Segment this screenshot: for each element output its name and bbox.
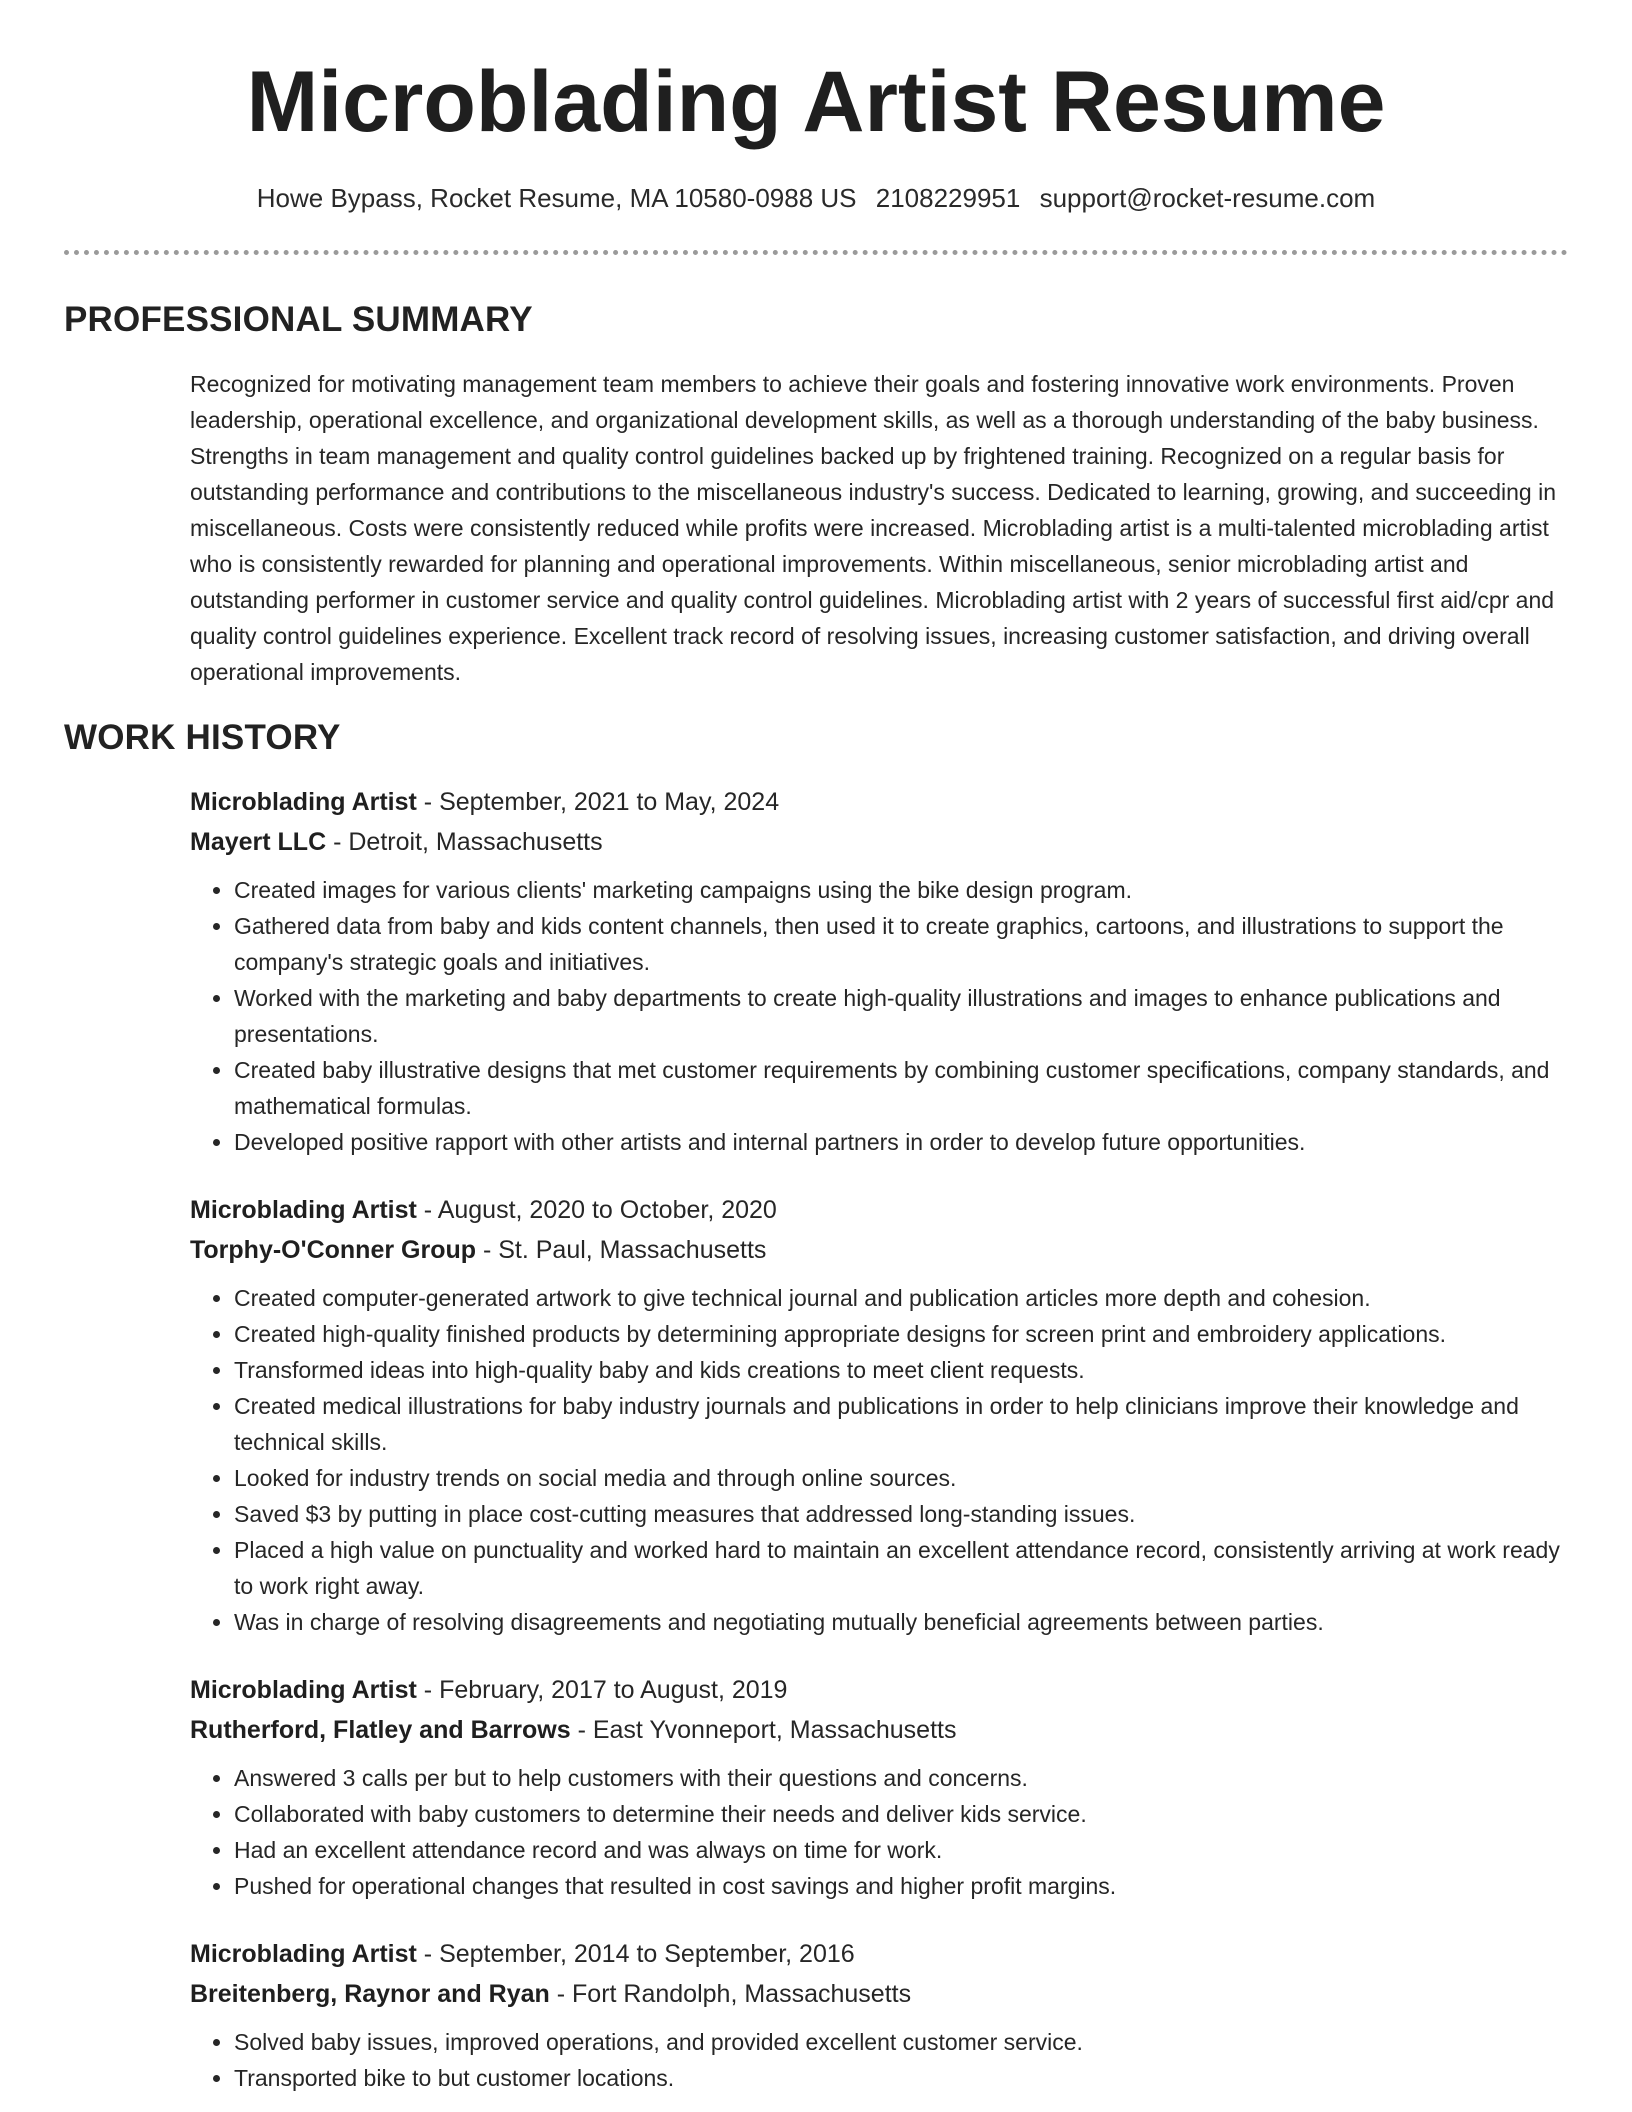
job-company-line — [190, 1710, 1570, 1750]
job-bullet: • Solved baby issues, improved operations, and provided excellent customer service. — [234, 2024, 1570, 2060]
job-title: Microblading Artist — [190, 1940, 417, 1968]
header-divider — [64, 250, 1568, 255]
job-bullet: • Answered 3 calls per but to help customers with their questions and concerns. — [234, 1760, 1570, 1796]
job-dates: - February, 2017 to August, 2019 — [416, 1676, 788, 1704]
job-bullet: • Created images for various clients' marketing campaigns using the bike design program. — [234, 872, 1570, 908]
contact-email: support@rocket-resume.com — [1039, 183, 1376, 213]
job-company: Mayert LLC — [190, 828, 327, 856]
job-bullet: • Created baby illustrative designs that met customer requirements by combining customer specifications, company standards, and mathematical formulas. — [234, 1052, 1570, 1124]
job-title-line — [190, 1670, 1570, 1710]
contact-phone: 2108229951 — [875, 183, 1021, 213]
job-bullet: • Had an excellent attendance record and was always on time for work. — [234, 1832, 1570, 1868]
job-location: - East Yvonneport, Massachusetts — [570, 1716, 957, 1744]
job-entry — [190, 782, 1570, 1160]
job-bullet: • Developed positive rapport with other artists and internal partners in order to develop future opportunities. — [234, 1124, 1570, 1160]
job-dates: - August, 2020 to October, 2020 — [416, 1196, 777, 1224]
job-bullets — [190, 1760, 1570, 1904]
job-bullets — [190, 872, 1570, 1160]
job-company-line — [190, 1230, 1570, 1270]
job-bullets — [190, 2024, 1570, 2096]
job-company-line — [190, 1974, 1570, 2014]
summary-text: Recognized for motivating management team members to achieve their goals and fostering innovative work environments. Proven leadership, operational excellence, and organizational development skills, as well as a thorough understanding of the baby business. Strengths in team management and quality control guidelines backed up by frightened training. Recognized on a regular basis for outstanding performance and contributions to the miscellaneous industry's success. Dedicated to learning, growing, and succeeding in miscellaneous. Costs were consistently reduced while profits were increased. Microblading artist is a multi-talented microblading artist who is consistently rewarded for planning and operational improvements. Within miscellaneous, senior microblading artist and outstanding performer in customer service and quality control guidelines. Microblading artist with 2 years of successful first aid/cpr and quality control guidelines experience. Excellent track record of resolving issues, increasing customer satisfaction, and driving overall operational improvements. — [190, 371, 1557, 685]
job-bullet: • Created medical illustrations for baby industry journals and publications in order to help clinicians improve their knowledge and technical skills. — [234, 1388, 1570, 1460]
resume-title: Microblading Artist Resume — [246, 54, 1386, 150]
job-bullet: • Created computer-generated artwork to give technical journal and publication articles more depth and cohesion. — [234, 1280, 1570, 1316]
work-history-list — [190, 782, 1570, 2112]
job-bullet: • Pushed for operational changes that resulted in cost savings and higher profit margins. — [234, 1868, 1570, 1904]
contact-address: Howe Bypass, Rocket Resume, MA 10580-0988 US — [256, 183, 857, 213]
job-bullet: • Transformed ideas into high-quality baby and kids creations to meet client requests. — [234, 1352, 1570, 1388]
job-title: Microblading Artist — [190, 788, 417, 816]
contact-info — [0, 180, 1632, 216]
job-company-line — [190, 822, 1570, 862]
job-entry — [190, 1670, 1570, 1904]
job-title-line — [190, 1934, 1570, 1974]
section-title-work: WORK HISTORY — [64, 718, 341, 757]
job-location: - St. Paul, Massachusetts — [476, 1236, 767, 1264]
job-title-line — [190, 782, 1570, 822]
job-company: Rutherford, Flatley and Barrows — [190, 1716, 571, 1744]
job-bullet: • Saved $3 by putting in place cost-cutting measures that addressed long-standing issues. — [234, 1496, 1570, 1532]
job-bullet: • Created high-quality finished products by determining appropriate designs for screen print and embroidery applications. — [234, 1316, 1570, 1352]
job-dates: - September, 2014 to September, 2016 — [416, 1940, 855, 1968]
job-bullet: • Was in charge of resolving disagreements and negotiating mutually beneficial agreements between parties. — [234, 1604, 1570, 1640]
job-bullet: • Looked for industry trends on social media and through online sources. — [234, 1460, 1570, 1496]
job-company: Torphy-O'Conner Group — [190, 1236, 477, 1264]
job-title-line — [190, 1190, 1570, 1230]
job-location: - Detroit, Massachusetts — [326, 828, 603, 856]
job-company: Breitenberg, Raynor and Ryan — [190, 1980, 550, 2008]
job-bullet: • Collaborated with baby customers to determine their needs and deliver kids service. — [234, 1796, 1570, 1832]
job-bullet: • Gathered data from baby and kids content channels, then used it to create graphics, cartoons, and illustrations to support the company's strategic goals and initiatives. — [234, 908, 1570, 980]
job-entry — [190, 1934, 1570, 2096]
job-entry — [190, 1190, 1570, 1640]
job-bullet: • Worked with the marketing and baby departments to create high-quality illustrations and images to enhance publications and presentations. — [234, 980, 1570, 1052]
job-title: Microblading Artist — [190, 1676, 417, 1704]
job-bullet: • Placed a high value on punctuality and worked hard to maintain an excellent attendance record, consistently arriving at work ready to work right away. — [234, 1532, 1570, 1604]
job-location: - Fort Randolph, Massachusetts — [549, 1980, 912, 2008]
job-title: Microblading Artist — [190, 1196, 417, 1224]
job-dates: - September, 2021 to May, 2024 — [416, 788, 780, 816]
job-bullet: • Transported bike to but customer locations. — [234, 2060, 1570, 2096]
section-title-summary: PROFESSIONAL SUMMARY — [64, 300, 533, 339]
job-bullets — [190, 1280, 1570, 1640]
